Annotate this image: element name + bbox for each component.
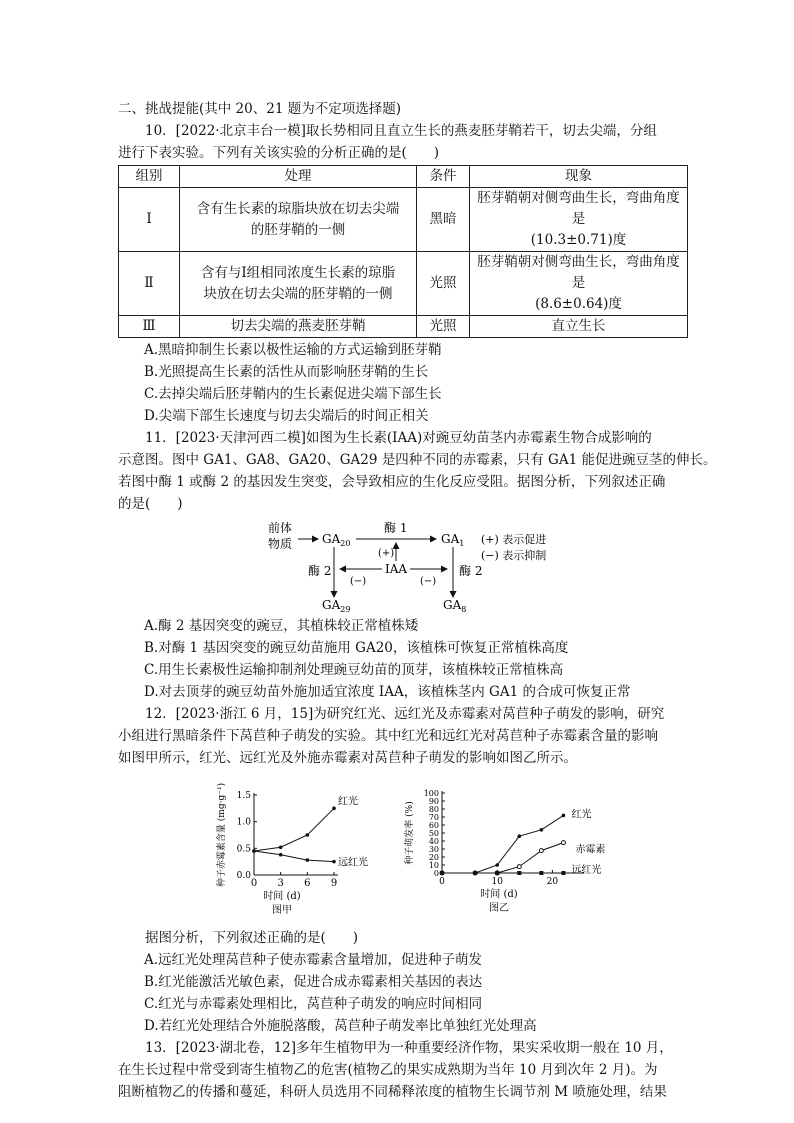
series-line-1	[442, 815, 563, 873]
series-label: 远红光	[338, 857, 368, 869]
data-point	[306, 833, 310, 837]
cell-condition: 黑暗	[417, 188, 470, 252]
q10-option-b: B.光照提高生长素的活性从而影响胚芽鞘的生长	[144, 364, 429, 380]
x-tick-label: 6	[304, 878, 311, 889]
q10-stem-line-2: 进行下表实验。下列有关该实验的分析正确的是( )	[118, 145, 440, 161]
y-tick-label: 30	[428, 845, 439, 854]
y-tick-label: 1.0	[236, 817, 251, 828]
data-point	[517, 871, 521, 875]
q13-stem-line-3: 阻断植物乙的传播和蔓延，科研人员选用不同稀释浓度的植物生长调节剂 M 喷施处理，结果	[118, 1084, 667, 1100]
q12-figures	[118, 775, 686, 925]
q12-option-a: A.远红光处理莴苣种子使赤霉素含量增加，促进种子萌发	[144, 952, 483, 968]
x-tick-label: 3	[277, 878, 284, 889]
q10-option-d: D.尖端下部生长速度与切去尖端后的时间正相关	[144, 408, 429, 424]
data-point	[539, 871, 543, 875]
data-point	[252, 849, 256, 853]
q10-option-a: A.黑暗抑制生长素以极性运输的方式运输到胚芽鞘	[144, 342, 442, 358]
data-point	[332, 860, 336, 864]
data-point	[332, 807, 336, 811]
enzyme1-label: 酶 1	[384, 521, 408, 535]
table-row	[119, 252, 688, 316]
series-label: 赤霉素	[575, 844, 606, 856]
x-tick-label: 0	[250, 878, 258, 889]
q13-stem-line-1: 13．[2023·湖北卷，12]多年生植物甲为一种重要经济作物，果实采收期一般在 10 月，	[145, 1040, 673, 1056]
y-tick-label: 90	[428, 797, 439, 806]
data-point	[279, 853, 283, 857]
data-point	[440, 871, 444, 875]
table-row	[119, 188, 688, 252]
data-point	[495, 863, 499, 867]
series-label: 红光	[338, 796, 358, 808]
promote-mark: (+)	[378, 548, 395, 559]
y-tick-label: 60	[428, 821, 439, 830]
y-tick-label: 10	[428, 861, 439, 870]
cell-treatment: 切去尖端的燕麦胚芽鞘	[180, 316, 417, 338]
chart-caption: 图甲	[272, 905, 292, 916]
header-result: 现象	[470, 166, 688, 188]
precursor-label-1: 前体	[268, 521, 293, 535]
cell-text: (10.3±0.71)度	[530, 232, 627, 248]
y-tick-label: 40	[428, 837, 439, 846]
cell-text: 块放在切去尖端的胚芽鞘的一侧	[203, 285, 393, 302]
precursor-label-2: 物质	[268, 537, 293, 551]
legend-promote: (+) 表示促进	[481, 533, 547, 546]
cell-text: (8.6±0.64)度	[535, 296, 622, 312]
x-tick-label: 20	[546, 877, 559, 887]
y-tick-label: 80	[428, 805, 439, 814]
q11-stem-line-1: 11．[2023·天津河西二模]如图为生长素(IAA)对豌豆幼苗茎内赤霉素生物合成影响的	[145, 430, 652, 446]
q10-option-c: C.去掉尖端后胚芽鞘内的生长素促进尖端下部生长	[144, 386, 442, 402]
cell-result	[470, 252, 688, 316]
enzyme2-left-label: 酶 2	[308, 564, 332, 578]
cell-result	[470, 188, 688, 252]
cell-group: Ⅲ	[119, 316, 180, 338]
q12-after-figure: 据图分析，下列叙述正确的是( )	[145, 930, 359, 946]
ga8-label: $GA_8$	[443, 598, 467, 613]
cell-treatment	[180, 188, 417, 252]
q11-gibberellin-diagram	[118, 517, 686, 613]
table-row	[119, 316, 688, 338]
x-tick-label: 10	[491, 877, 503, 887]
q11-stem-line-4: 的是( )	[118, 496, 183, 512]
q12-option-b: B.红光能激活光敏色素，促进合成赤霉素相关基因的表达	[144, 974, 483, 990]
table-header-row	[119, 166, 688, 188]
diagram-svg	[118, 517, 686, 613]
cell-text: 的胚芽鞘的一侧	[250, 221, 346, 238]
y-tick-label: 0.0	[236, 871, 251, 881]
cell-text: 胚芽鞘朝对侧弯曲生长，弯曲角度是	[477, 254, 680, 291]
cell-group: Ⅱ	[119, 252, 180, 316]
y-tick-label: 70	[428, 813, 439, 822]
q11-option-c: C.用生长素极性运输抑制剂处理豌豆幼苗的顶芽，该植株较正常植株高	[144, 662, 564, 678]
series-label: 远红光	[571, 865, 602, 876]
header-treatment: 处理	[180, 166, 417, 188]
x-tick-label: 9	[330, 878, 338, 889]
y-tick-label: 20	[428, 853, 439, 862]
data-point	[279, 845, 283, 849]
cell-text: 胚芽鞘朝对侧弯曲生长，弯曲角度是	[477, 190, 680, 227]
cell-condition: 光照	[417, 252, 470, 316]
q12-charts-svg	[118, 775, 686, 925]
x-axis-title: 时间 (d)	[263, 891, 301, 902]
cell-text: 含有与Ⅰ组相同浓度生长素的琼脂	[200, 264, 396, 281]
y-axis-title: 种子赤霉素含量 (mg·g⁻¹)	[217, 782, 227, 888]
inhibit-left-mark: (−)	[350, 576, 367, 587]
q12-option-c: C.红光与赤霉素处理相比，莴苣种子萌发的响应时间相同	[144, 996, 483, 1012]
x-axis-title: 时间 (d)	[480, 889, 518, 900]
cell-treatment	[180, 252, 417, 316]
header-condition: 条件	[417, 166, 470, 188]
data-point	[473, 871, 477, 875]
data-point	[495, 871, 499, 875]
cell-group: Ⅰ	[119, 188, 180, 252]
q10-experiment-table	[118, 165, 688, 338]
ga29-label: $GA_{29}$	[322, 598, 351, 613]
q12-stem-line-3: 如图甲所示，红光、远红光及外施赤霉素对莴苣种子萌发的影响如图乙所示。	[118, 750, 577, 766]
y-tick-label: 0	[433, 869, 439, 878]
y-axis-title: 种子萌发率 (%)	[405, 801, 415, 865]
x-tick-label: 0	[439, 877, 445, 887]
header-group: 组别	[119, 166, 180, 188]
q11-option-d: D.对去顶芽的豌豆幼苗外施加适宜浓度 IAA，该植株茎内 GA1 的合成可恢复正常	[144, 684, 631, 700]
y-tick-label: 50	[428, 829, 439, 838]
q10-stem-line-1: 10．[2022·北京丰台一模]取长势相同且直立生长的燕麦胚芽鞘若干，切去尖端，分组	[145, 123, 657, 139]
data-point	[561, 871, 565, 875]
section-title: 二、挑战提能(其中 20、21 题为不定项选择题)	[118, 101, 401, 117]
cell-condition: 光照	[417, 316, 470, 338]
data-point	[561, 841, 565, 845]
ga1-label: $GA_1$	[441, 532, 465, 548]
q12-stem-line-1: 12．[2023·浙江 6 月，15]为研究红光、远红光及赤霉素对莴苣种子萌发的影响，研究	[145, 706, 665, 722]
series-line-2	[254, 851, 334, 862]
ga20-label: $GA_{20}$	[322, 532, 351, 548]
paper-page	[118, 98, 717, 1103]
series-label: 红光	[571, 809, 592, 821]
data-point	[517, 865, 521, 869]
q11-stem-line-2: 示意图。图中 GA1、GA8、GA20、GA29 是四种不同的赤霉素，只有 GA1 能促进豌豆茎的伸长。	[118, 452, 717, 468]
q11-stem-line-3: 若图中酶 1 或酶 2 的基因发生突变，会导致相应的生化反应受阻。据图分析，下列叙述正确	[118, 474, 666, 490]
q12-stem-line-2: 小组进行黑暗条件下莴苣种子萌发的实验。其中红光和远红光对莴苣种子赤霉素含量的影响	[118, 728, 658, 744]
q11-option-b: B.对酶 1 基因突变的豌豆幼苗施用 GA20，该植株可恢复正常植株高度	[144, 640, 569, 656]
legend-inhibit: (−) 表示抑制	[481, 549, 547, 562]
y-tick-label: 1.5	[236, 791, 251, 801]
chart-caption: 图乙	[489, 903, 509, 914]
data-point	[539, 849, 543, 853]
cell-result: 直立生长	[470, 316, 688, 338]
q11-option-a: A.酶 2 基因突变的豌豆，其植株较正常植株矮	[144, 618, 419, 634]
enzyme2-right-label: 酶 2	[459, 564, 483, 578]
inhibit-right-mark: (−)	[420, 576, 437, 587]
y-tick-label: 100	[423, 789, 439, 798]
cell-text: 含有生长素的琼脂块放在切去尖端	[196, 200, 400, 217]
series-line-1	[254, 808, 334, 851]
q13-stem-line-2: 在生长过程中常受到寄生植物乙的危害(植物乙的果实成熟期为当年 10 月到次年 2 月)。为	[118, 1062, 658, 1078]
data-point	[562, 814, 566, 818]
q12-option-d: D.若红光处理结合外施脱落酸，莴苣种子萌发率比单独红光处理高	[144, 1018, 537, 1034]
y-tick-label: 0.5	[236, 844, 251, 855]
data-point	[306, 858, 310, 862]
data-point	[517, 834, 521, 838]
data-point	[540, 828, 544, 832]
iaa-label: IAA	[385, 562, 408, 576]
